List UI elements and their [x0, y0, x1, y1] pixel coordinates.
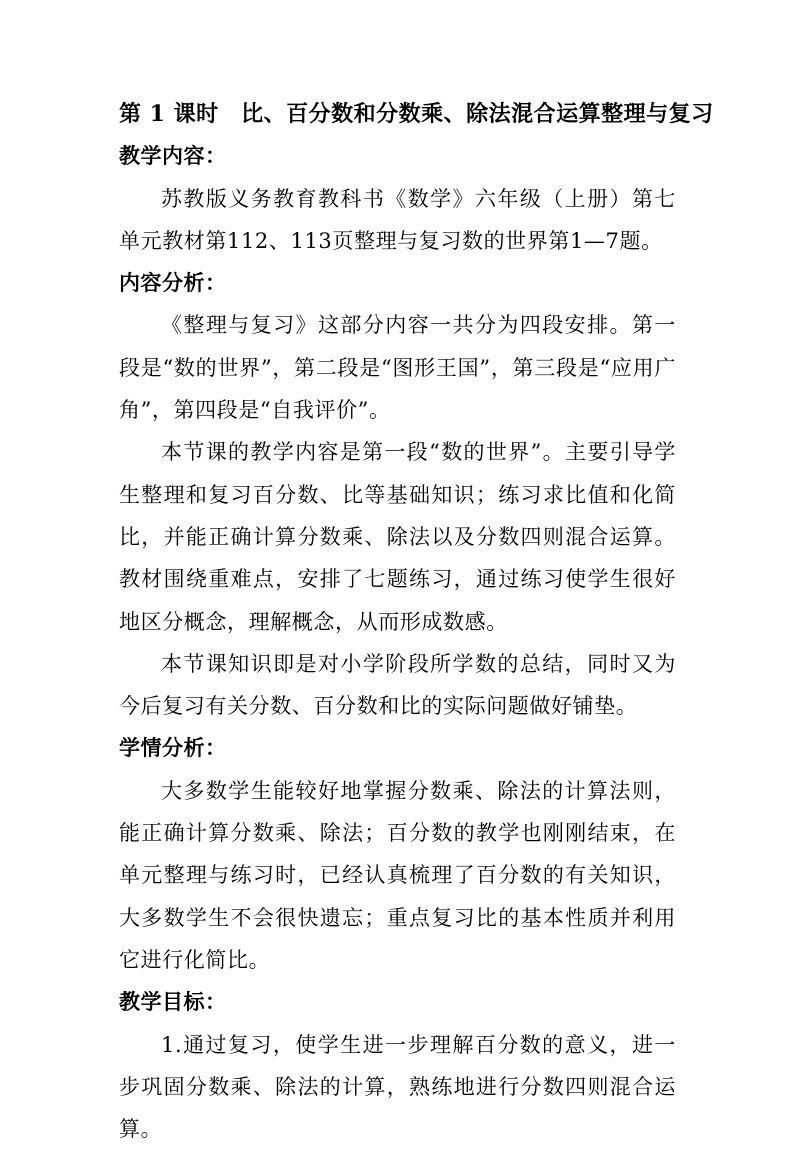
paragraph-content-analysis-1: 《整理与复习》这部分内容一共分为四段安排。第一段是“数的世界”，第二段是“图形王国”，第三段是“应用广角”，第四段是“自我评价”。 — [119, 313, 676, 423]
paragraph-teaching-goal-1: 1.通过复习，使学生进一步理解百分数的意义，进一步巩固分数乘、除法的计算，熟练地进行分数四则混合运算。 — [119, 1032, 676, 1142]
paragraph-learner-analysis: 大多数学生能较好地掌握分数乘、除法的计算法则，能正确计算分数乘、除法；百分数的教学也刚刚结束，在单元整理与练习时，已经认真梳理了百分数的有关知识，大多数学生不会很快遗忘；重点复习比的基本性质并利用它进行化简比。 — [119, 778, 676, 972]
section-heading-learner-analysis: 学情分析： — [119, 735, 227, 761]
paragraph-content-analysis-3: 本节课知识即是对小学阶段所学数的总结，同时又为今后复习有关分数、百分数和比的实际问题做好铺垫。 — [119, 651, 676, 719]
section-heading-teaching-content: 教学内容： — [119, 143, 227, 169]
lesson-title: 第 1 课时 比、百分数和分数乘、除法混合运算整理与复习 — [119, 101, 714, 127]
section-heading-content-analysis: 内容分析： — [119, 270, 227, 296]
paragraph-content-analysis-2: 本节课的教学内容是第一段“数的世界”。主要引导学生整理和复习百分数、比等基础知识；练习求比值和化简比，并能正确计算分数乘、除法以及分数四则混合运算。教材围绕重难点，安排了七题练习，通过练习使学生很好地区分概念，理解概念，从而形成数感。 — [119, 440, 676, 634]
section-heading-teaching-goals: 教学目标： — [119, 989, 227, 1015]
paragraph-teaching-content: 苏教版义务教育教科书《数学》六年级（上册）第七单元教材第112、113页整理与复习数的世界第1—7题。 — [119, 186, 676, 253]
